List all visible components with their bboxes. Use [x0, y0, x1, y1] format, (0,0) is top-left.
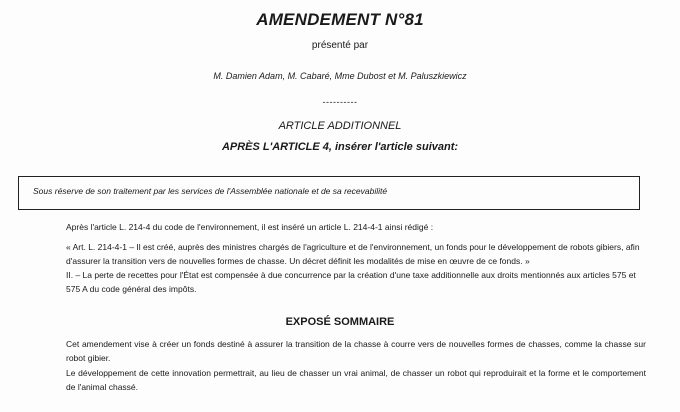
reserve-notice-box [18, 176, 640, 210]
expose-sommaire-title: EXPOSÉ SOMMAIRE [285, 316, 395, 328]
authors-line: M. Damien Adam, M. Cabaré, Mme Dubost et M. Paluszkiewicz [213, 71, 467, 81]
after-article-heading: APRÈS L'ARTICLE 4, insérer l'article suivant: [221, 141, 459, 153]
amendment-title: AMENDEMENT N°81 [256, 10, 424, 29]
expose-paragraph-1: Cet amendement vise à créer un fonds destiné à assurer la transition de la chasse à courre vers de nouvelles formes de chasses, comme la chasse sur robot gibier. [66, 339, 646, 363]
separator-line: ---------- [322, 97, 358, 107]
expose-paragraph-2: Le développement de cette innovation permettrait, au lieu de chasser un vrai animal, de chasser un robot qui reproduirait et la forme et le comportement de l'animal chassé. [66, 368, 646, 392]
presented-by: présenté par [311, 40, 369, 51]
reserve-notice-text: Sous réserve de son traitement par les services de l'Assemblée nationale et de sa recevabilité [33, 186, 388, 196]
article-additional-heading: ARTICLE ADDITIONNEL [278, 120, 402, 132]
body-paragraph-3: II. – La perte de recettes pour l'État est compensée à due concurrence par la création d'une taxe additionnelle aux droits mentionnés aux articles 575 et 575 A du code général des impôts. [66, 270, 636, 294]
body-paragraph-2: « Art. L. 214-4-1 – Il est créé, auprès des ministres chargés de l'agriculture et de l'environnement, un fonds pour le développement de robots gibiers, afin d'assurer la transition vers de nouvelles formes de chasse. Un décret définit les modalités de mise en œuvre de ce fonds. » [66, 242, 640, 266]
body-paragraph-1: Après l'article L. 214-4 du code de l'environnement, il est inséré un article L. 214-4-1 ainsi rédigé : [66, 222, 434, 232]
